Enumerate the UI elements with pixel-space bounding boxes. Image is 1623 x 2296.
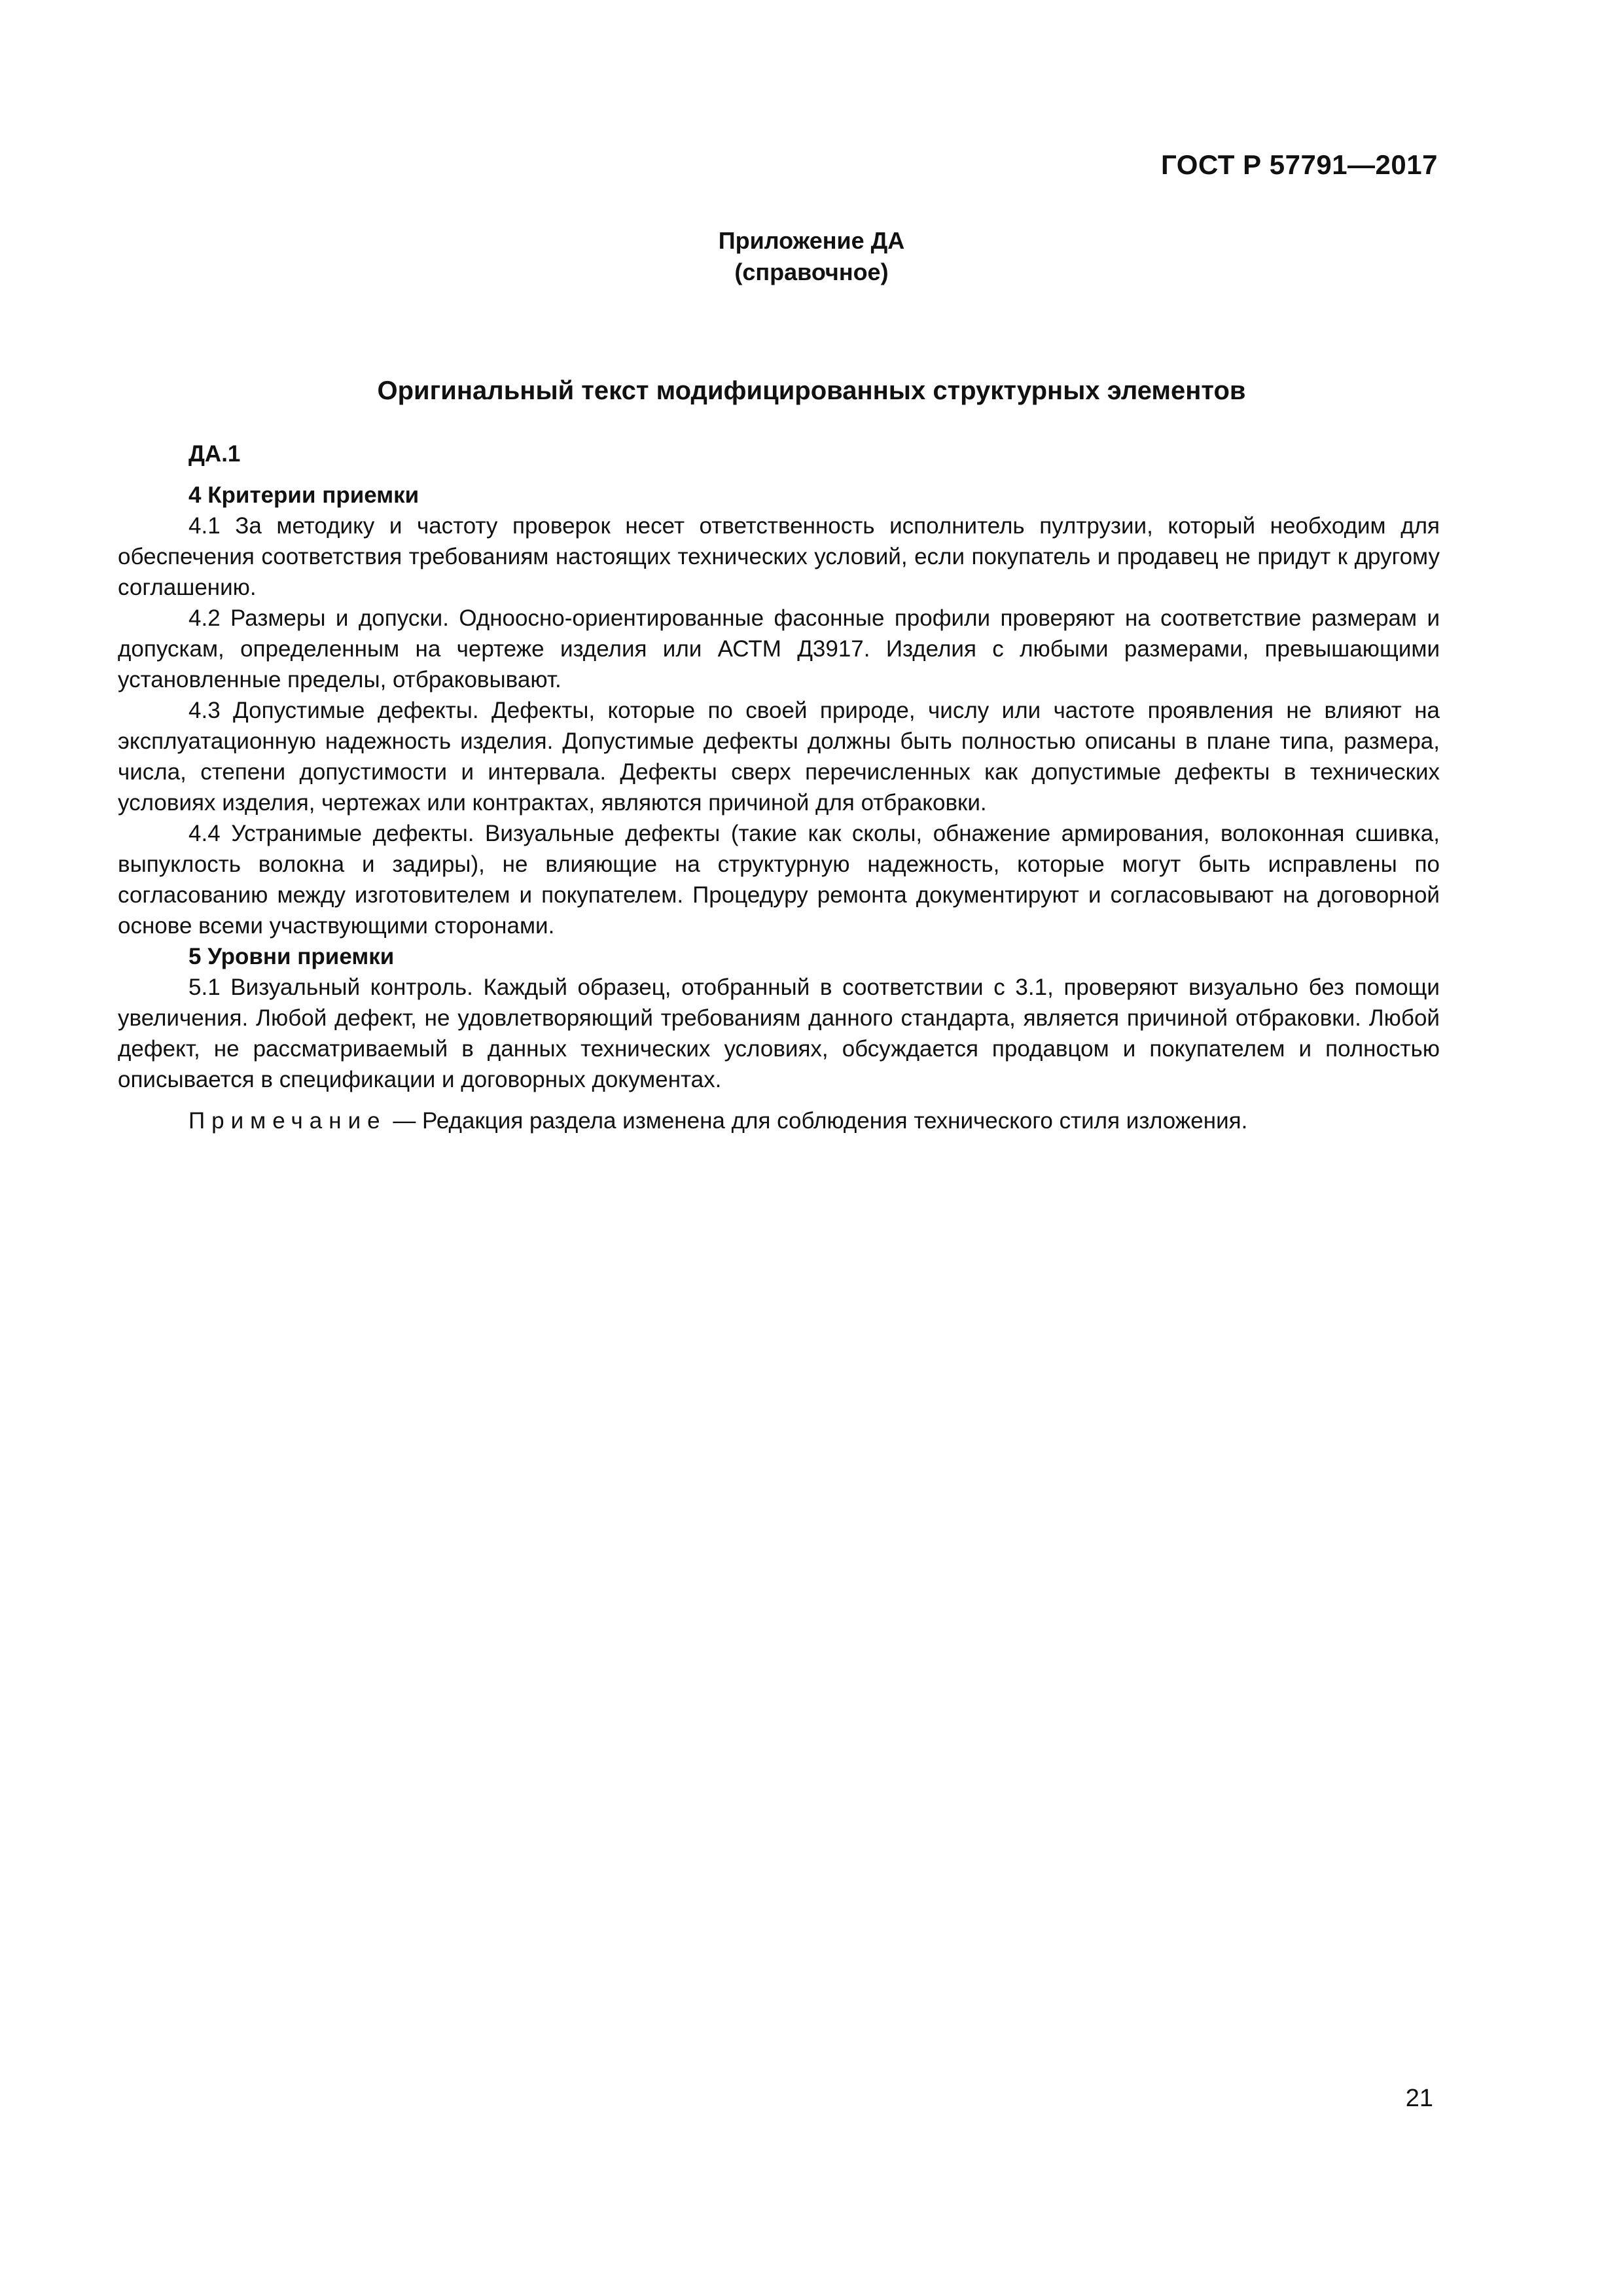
appendix-kind: (справочное) — [734, 259, 889, 285]
note — [118, 1105, 1440, 1136]
page-number: 21 — [1405, 2085, 1433, 2112]
paragraph: 5.1 Визуальный контроль. Каждый образец, отобранный в соответствии с 3.1, проверяют визуально без помощи увеличения. Любой дефект, не удовлетворяющий требованиям данного стандарта, является причиной отбраковки. Любой дефект, не рассматриваемый в данных технических условиях, обсуждается продавцом и покупателем и полностью описывается в спецификации и договорных документах. — [118, 975, 1440, 1092]
paragraph: 4.3 Допустимые дефекты. Дефекты, которые по своей природе, числу или частоте проявления не влияют на эксплуатационную надежность изделия. Допустимые дефекты должны быть полностью описаны в плане типа, размера, числа, степени допустимости и интервала. Дефекты сверх перечисленных как допустимые дефекты в технических условиях изделия, чертежах или контрактах, являются причиной для отбраковки. — [118, 698, 1440, 816]
appendix-title: Приложение ДА — [718, 227, 905, 254]
note-dash: — — [386, 1108, 423, 1134]
paragraph: 4.4 Устранимые дефекты. Визуальные дефекты (такие как сколы, обнажение армирования, волоконная сшивка, выпуклость волокна и задиры), не влияющие на структурную надежность, которые могут быть исправлены по согласованию между изготовителем и покупателем. Процедуру ремонта документируют и согласовывают на договорной основе всеми участвующими сторонами. — [118, 821, 1440, 939]
paragraph: 4.1 За методику и частоту проверок несет ответственность исполнитель пултрузии, который необходим для обеспечения соответствия требованиям настоящих технических условий, если покупатель и продавец не придут к другому соглашению. — [118, 513, 1440, 600]
paragraph: 4.2 Размеры и допуски. Одноосно-ориентированные фасонные профили проверяют на соответствие размерам и допускам, определенным на чертеже изделия или АСТМ Д3917. Изделия с любыми размерами, превышающими установленные пределы, отбраковывают. — [118, 605, 1440, 692]
section-label: ДА.1 — [188, 441, 241, 467]
note-text: Редакция раздела изменена для соблюдения технического стиля изложения. — [422, 1108, 1248, 1134]
main-title: Оригинальный текст модифицированных структурных элементов — [377, 376, 1246, 405]
section-heading: 4 Критерии приемки — [188, 482, 419, 508]
document-body — [118, 439, 1440, 1136]
document-id: ГОСТ Р 57791—2017 — [1161, 149, 1438, 180]
note-label: Примечание — [188, 1108, 387, 1134]
section-heading: 5 Уровни приемки — [188, 944, 395, 969]
